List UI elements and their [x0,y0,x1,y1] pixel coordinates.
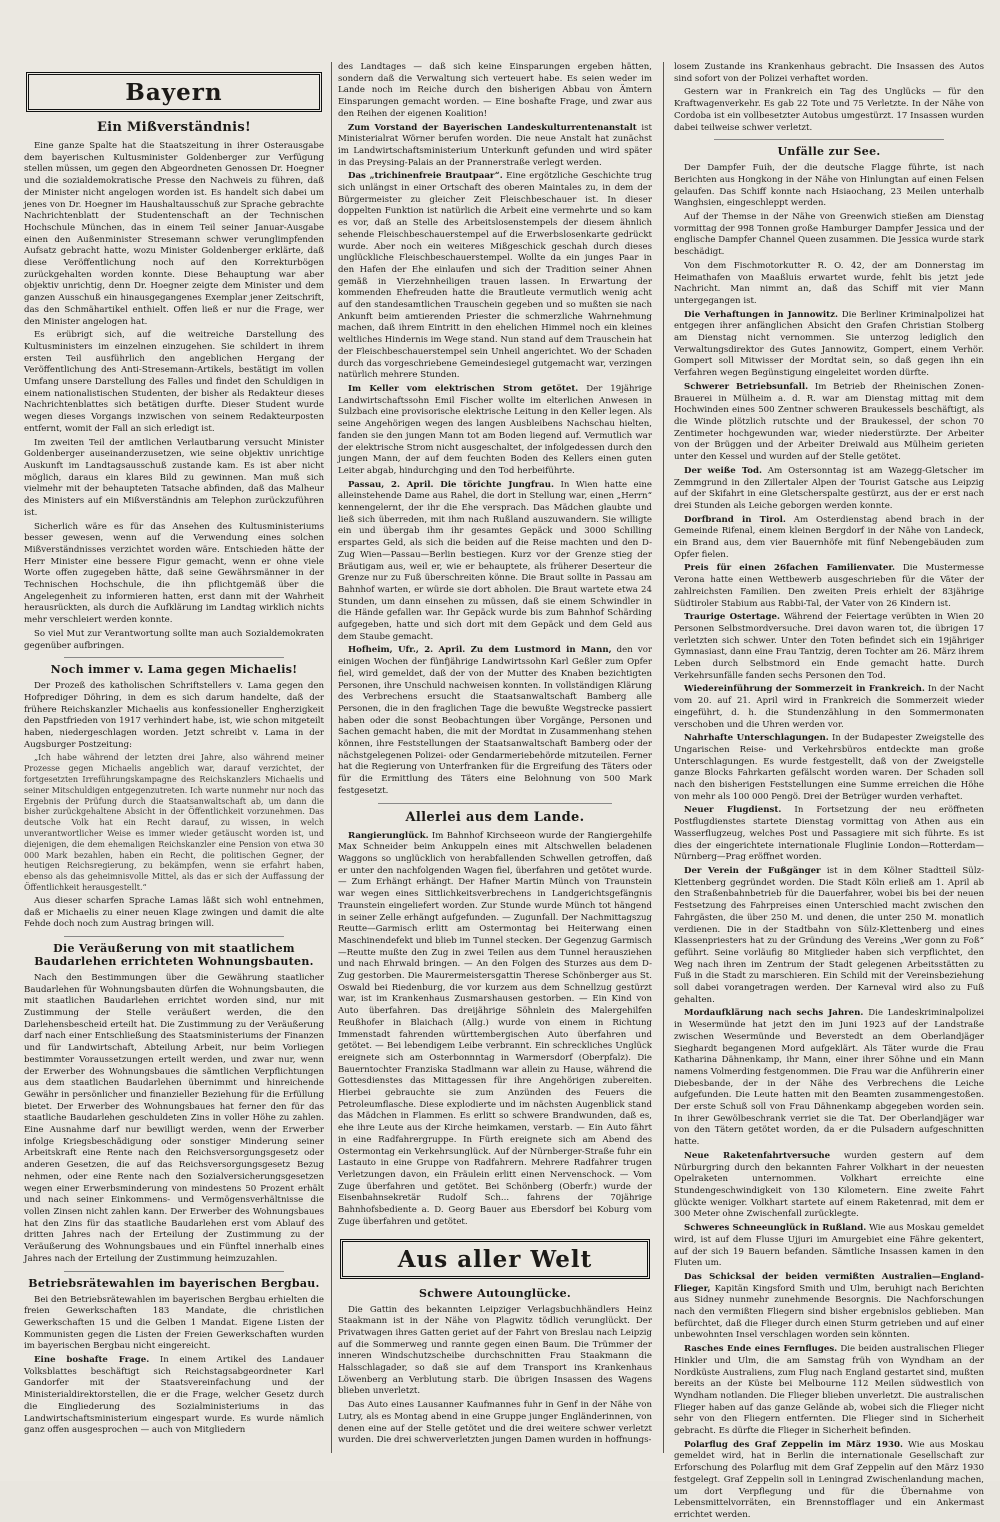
article-lead: Polarflug des Graf Zeppelin im März 1930. [684,1439,903,1450]
article-lead: Nahrhafte Unterschlagungen. [684,733,829,744]
article-text: Die Berliner Kriminalpolizei hat entgegen ihrer anfänglichen Absicht den Grafen Christian Stolberg am Dienstag nicht vernommen. Sie unterzog lediglich den Verwaltungsdirektor des Gutes Jannowitz, Gompert, einem Verhör. Gompert soll Mitwisser der Mordtat sein, so daß gegen ihn ein Verfahren wegen Begünstigung eingeleitet worden dürfte. [674,309,984,379]
article-headline: Noch immer v. Lama gegen Michaelis! [50,663,298,677]
article-headline: Die Veräußerung von mit staatlichem Baudarlehen errichteten Wohnungsbauten. [34,941,314,968]
article-paragraph [674,733,984,803]
article-text: Während der Feiertage verübten in Wien 20 Personen Selbstmordversuche. Drei davon waren tot, die übrigen 17 verletzten sich schwer. Unter den Toten befindet sich ein 19jähriger Gymnasiast, dann eine Frau Tantzig, deren Tochter am 26. März ihrem Leben durch Selbstmord ein Ende gemacht hatte. Durch Verkehrsunfälle fanden sechs Personen den Tod. [674,612,985,681]
article-paragraph: Das Auto eines Lausanner Kaufmannes fuhr in Genf in der Nähe von Lutry, als es Montag abend in eine Gruppe junger Engländerinnen, von denen eine auf der Stelle getötet und die drei weitere schwer verletzt wurden. Die drei schwerverletzten jungen Damen wurden in hoffnungs- [338,1400,652,1446]
article-lead: Rangierunglück. [348,830,429,841]
article-lead: Der weiße Tod. [684,465,762,476]
section-title: Aus aller Welt [397,1245,593,1273]
article-paragraph: Bei den Betriebsrätewahlen im bayerischen Bergbau erhielten die freien Gewerkschaften 183 Mandate, die christlichen Gewerkschaften 15 und die Gelben 1 Mandat. Eigene Listen der Kommunisten gegen die Listen der Freien Gewerkschaften wurden im bayerischen Bergbau nicht eingereicht. [24,1294,324,1352]
article-paragraph: losem Zustande ins Krankenhaus gebracht. Die Insassen des Autos sind sofort von der Polizei verhaftet worden. [674,62,984,84]
article-text: Eine ergötzliche Geschichte trug sich unlängst in einer Ortschaft des oberen Maintales zu, in dem der Bürgermeister zu gleicher Zeit Fleischbeschauer ist. In dieser doppelten Funktion ist natürlich die Arbeit eine vermehrte und so kam es vor, daß an Stelle des Arbeitslosenstempels der diesem ähnlich sehende Fleischbeschauerstempel auf die Erwerbslosenkarte gedrückt wurde. Aber noch ein weiteres Mißgeschick geschah durch dieses unglückliche Fleischbeschauerstempel. Wollte da ein junges Paar in den Hafen der Ehe einlaufen und sich der Tradition seiner Ahnen gemäß in Vierzehnheiligen trauen lassen. In Erwartung der kommenden Ehefreuden hatte die Brautleute vermutlich wenig acht auf den standesamtlichen Trauschein gegeben und so mußten sie nach Ankunft beim amtierenden Priester die schmerzliche Wahrnehmung machen, daß ihrem Eintritt in den ehelichen Himmel noch ein kleines weltliches Hindernis im Wege stand. Nun stand auf dem Trauschein hat der Fleischbeschauerstempel sein Unheil angerichtet. Wo der Schaden durch das vorgeschriebene Gemeindesiegel gutgemacht war, verzingen natürlich mehrere Stunden. [338,171,652,381]
article-quote: „Ich habe während der letzten drei Jahre, also während meiner Prozesse gegen Michaelis angeblich war, darauf verzichtet, der fortgesetzten Irreführungskampagne des Reichskanzlers Michaelis und seiner Mitschuldigen entgegenzutreten. Ich warte nunmehr nur noch das Ergebnis der Prüfung durch die Staatsanwaltschaft ab, um dann die bisher zurückgehaltene Absicht in der Öffentlichkeit vorzunehmen. Das deutsche Volk hat ein Recht darauf, zu wissen, in welch unverantwortlicher Weise es immer wieder getäuscht worden ist, und diejenigen, die dem ehemaligen Reichskanzler eine Pension von etwa 30 000 Mark bezahlen, haben ein Recht, die politischen Gegner, der heutigen Reichsregierung, zu bekämpfen, wenn sie erfahrt haben, ebenso als das geheimnisvolle Mittel, als das er sich der Auffassung der Öffentlichkeit herausgestellt.“ [24,753,324,893]
column-rule [331,62,332,1453]
divider [64,1271,284,1272]
article-headline: Betriebsrätewahlen im bayerischen Bergbau. [28,1276,320,1290]
article-lead: Rasches Ende eines Fernfluges. [684,1344,838,1355]
article-text: Im Betrieb der Rheinischen Zonen-Brauerei in Mülheim a. d. R. war am Dienstag mittag mit dem Hochwinden eines 500 Zentner schweren Braukessels beschäftigt, als die Winde plötzlich rutschte und der Braukessel, der schon 70 Zentimeter hochgewunden war, wieder niederstürzte. Der Arbeiter von der Brüggen und der Arbeiter Dreiwald aus Mülheim gerieten unter den Kessel und wurden auf der Stelle getötet. [674,381,984,463]
article-paragraph: des Landtages — daß sich keine Einsparungen ergeben hätten, sondern daß die Verwaltung sich verteuert habe. Es seien weder im Lande noch im Reiche durch den bisherigen Abbau von Ämtern Einsparungen gemacht worden. — Eine boshafte Frage, und zwar aus den Reihen der eigenen Koalition! [338,62,652,119]
article-text: Die Mustermesse Verona hatte einen Wettbewerb ausgeschrieben für die Väter der zahlreichsten Familien. Den zweiten Preis erhielt der 83jährige Südtiroler Stabium aus Rabbi-Tal, der Vater von 26 Kindern ist. [674,563,984,609]
article-paragraph [24,1355,324,1437]
article-text: Am Osterdienstag abend brach in der Gemeinde Rifenal, einem kleinen Bergdorf in der Nähe von Landeck, ein Brand aus, dem vier Bauernhöfe mit fünf Nebengebäuden zum Opfer fielen. [674,514,985,560]
article-text: ist in dem Kölner Stadtteil Sülz-Klettenberg gegründet worden. Die Stadt Köln erließ am 1. April ab den Straßenbahnbetrieb für die Dauerfahrer, wobei bis bei der neuen Festsetzung des Fahrpreises einen Unterschied macht zwischen den Fahrgästen, die über 250 M. und denen, die unter 250 M. monatlich verdienen. Die in der Stadtbahn von Sülz-Klettenberg und eines Klassenpriesters hat zu der Gründung des Vereins „Wer gonn zu Foß“ geführt. Seine vorläufig 80 Mitglieder haben sich verpflichtet, den Weg nach ihren im Zentrum der Stadt gelegenen Arbeitsstätten zu Fuß in die Stadt zu marschieren. Ein Schild mit der Vereinsbeziehung soll dabei vorangetragen werden. Der Karneval wird also zu Fuß gehalten. [674,866,985,1005]
article-lead: Neue Raketenfahrtversuche [684,1150,831,1161]
section-header-box [340,1239,650,1279]
article-text: In der Nacht vom 20. auf 21. April wird in Frankreich die Sommerzeit wieder eingeführt, d. h. die Stundenzählung in den Sommermonaten verschoben und die Uhren werden vor. [674,684,985,730]
divider [378,803,612,804]
article-paragraph: Nach den Bestimmungen über die Gewährung staatlicher Baudarlehen für Wohnungsbauten dürfen die Wohnungsbauten, die mit staatlichen Baudarlehen errichtet worden sind, nur mit Zustimmung der Stelle veräußert werden, die den Darlehensbescheid erteilt hat. Die Zustimmung zu der Veräußerung darf nach einer Entschließung des Staatsministeriums der Finanzen und für Landwirtschaft, Abteilung Arbeit, nur beim Vorliegen bestimmter Voraussetzungen erteilt werden, und zwar nur, wenn der Erwerber des Wohnungsbaues die sämtlichen Verpflichtungen aus dem staatlichen Baudarlehen übernimmt und hinreichende Gewähr in persönlicher und finanzieller Beziehung für die Erfüllung bietet. Der Erwerber des Wohnungsbaues hat ferner den für das staatliche Baudarlehen geschuldeten Zins in voller Höhe zu zahlen. Eine Ausnahme darf nur bewilligt werden, wenn der Erwerber infolge Kriegsbeschädigung oder sonstiger Minderung seiner Arbeitskraft eine Rente nach den Reichsversorgungsgesetz oder anderen Gesetzen, die auf das Reichsversorgungsgesetz Bezug nehmen, oder eine Rente nach den Sozialversicherungsgesetzen wegen einer Erwerbsminderung von mindestens 50 Prozent erhält und nach seiner Einkommens- und Vermögensverhältnisse die vollen Zinsen nicht zahlen kann. Der Erwerber des Wohnungsbaues hat den Zins für das staatliche Baudarlehen erst vom Ablauf des dritten Jahres nach der Erteilung der Zustimmung zu der Veräußerung des Wohnungsbaues und ein Fünftel innerhalb eines Jahres nach der Erteilung der Zustimmung heimzuzahlen. [24,972,324,1264]
article-paragraph [338,384,652,478]
article-text: Wie aus Moskau gemeldet wird, hat in Berlin die internationale Gesellschaft zur Erforschung des Polarflug mit dem Graf Zeppelin auf den März 1930 festgelegt. Graf Zeppelin soll in Leningrad Zwischenlandung machen, um dort Verpflegung und für die Übernahme von Lebensmittelvorräten, ein Brennstofflager und ein Ankermast errichtet werden. [674,1439,984,1520]
article-paragraph [674,1223,984,1270]
article-paragraph: So viel Mut zur Verantwortung sollte man auch Sozialdemokraten gegenüber aufbringen. [24,628,324,651]
article-paragraph: Es erübrigt sich, auf die weitreiche Darstellung des Kultusministers im einzelnen einzugehen. Sie schildert in ihrem ersten Teil ausführlich den angeblichen Hergang der Veröffentlichung des Anti-Stresemann-Artikels, bestätigt im vollen Umfang unsere Darstellung des Falles und findet den Schuldigen in einem nationalistischen Studenten, der bisher als Redakteur dieses Nachrichtenblattes sich betätigen durfte. Dieser Student wurde wegen dieses Vorgangs inzwischen von seinem Redakteurposten entfernt, womit der Fall an sich erledigt ist. [24,330,324,434]
article-text: Am Ostersonntag ist am Wazegg-Gletscher im Zemmgrund in den Zillertaler Alpen der Tourist Gatsche aus Leipzig auf der Skifahrt in eine Gletscherspalte gestürzt, aus der er erst nach drei Stunden als Leiche geborgen werden konnte. [674,465,985,511]
article-paragraph [674,310,984,380]
article-text: In Fortsetzung der neu eröffneten Postflugdienstes startete Dienstag vormittag von Athen aus ein Wasserflugzeug, welches Post und Passagiere mit sich führte. Es ist dies der eingerichtete internationale Fluglinie London—Rotterdam—Nürnberg—Prag eröffnet worden. [674,805,984,863]
article-paragraph [338,480,652,644]
divider [714,139,944,140]
article-text: Kapitän Kingsford Smith und Ulm, beruhigt nach Berichten aus Sidney nunmehr zunehmende Besorgnis. Die Nachforschungen nach den vermißten Fliegern sind bisher ergebnislos geblieben. Man befürchtet, daß die Flieger durch einen Sturm getrieben und auf einer unbewohnten Insel verschlagen worden sein könnten. [674,1283,984,1341]
article-text: In der Budapester Zweigstelle des Ungarischen Reise- und Verkehrsbüros entdeckte man große Unterschlagungen. Es wurde festgestellt, daß von der Zweigstelle ganze Blocks Fahrkarten gefälscht worden waren. Der Schaden soll nach den bisherigen Feststellungen eine Summe erreichen die Höhe von mehr als 100 000 Pengö. Drei der Betrüger wurden verhaftet. [674,733,984,802]
article-text: Wie aus Moskau gemeldet wird, ist auf dem Flusse Ujjuri im Amurgebiet eine Fähre gekentert, auf der sich 19 Bauern befanden. Sämtliche Insassen kamen in den Fluten um. [674,1223,985,1269]
article-paragraph: Gestern war in Frankreich ein Tag des Unglücks — für den Kraftwagenverkehr. Es gab 22 Tote und 75 Verletzte. In der Nähe von Cordoba ist ein vollbesetzter Autobus umgestürzt. 17 Insassen wurden dabei teilweise schwer verletzt. [674,87,984,133]
article-paragraph: Auf der Themse in der Nähe von Greenwich stießen am Dienstag vormittag der 998 Tonnen große Hamburger Dampfer Jessica und der englische Dampfer Channel Queen zusammen. Die Jessica wurde stark beschädigt. [674,212,984,258]
column-middle [338,62,652,1453]
article-lead: Die Verhaftungen in Jannowitz. [684,309,838,320]
column-rule [663,62,664,1453]
article-lead: Zum Vorstand der Bayerischen Landeskulturrentenanstalt [348,122,637,133]
article-paragraph: Die Gattin des bekannten Leipziger Verlagsbuchhändlers Heinz Staakmann ist in der Nähe von Plagwitz tödlich verunglückt. Der Privatwagen ihres Gatten geriet auf der Fahrt von Breslau nach Leipzig auf die Sommerweg und rannte gegen einen Baum. Die Trümmer der inneren Windschutzscheibe durchschnitten Frau Staakmann die Halsschlagader, so daß sie auf dem Transport ins Krankenhaus Löwenberg an Verblutung starb. Die übrigen Insassen des Wagens blieben unverletzt. [338,1304,652,1397]
article-paragraph [674,1272,984,1342]
article-headline: Schwere Autounglücke. [419,1286,571,1300]
column-left [24,62,324,1453]
article-lead: Schweres Schneeunglück in Rußland. [684,1223,867,1234]
article-text: Die Landeskriminalpolizei in Wesermünde hat jetzt den im Juni 1923 auf der Landstraße zwischen Wesermünde und Beverstedt an dem Oberlandjäger Sieghardt begangenen Mord aufgeklärt. Als Täter wurde die Frau Katharina Dähnenkamp, ihr Mann, einer ihrer Söhne und ein Mann namens Volmerding festgenommen. Die Frau war die Anführerin einer Diebesbande, der in der Nähe des Verbrechens die Leiche aufgefunden. Die Leute hatten mit den Beamten zusammengestoßen. Der erste Schuß soll von Frau Dähnenkamp abgegeben worden sein. In ihrer Gewölbeschrank verriet sie die Tat. Der Oberlandjäger war von den Tätern getötet worden, da er die Pulsadern aufgeschnitten hatte. [674,1008,984,1148]
article-paragraph: Der Dampfer Fuih, der die deutsche Flagge führte, ist nach Berichten aus Hongkong in der Nähe von Hinlungtan auf einen Felsen gelaufen. Das Schiff konnte nach Hsiaochang, 23 Meilen unterhalb Wanghsien, eingeschleppt werden. [674,163,984,209]
article-lead: Der Verein der Fußgänger [684,866,821,876]
article-paragraph: Von dem Fischmotorkutter R. O. 42, der am Donnerstag im Heimathafen von Maaßluis erwartet wurde, fehlt bis jetzt jede Nachricht. Man nimmt an, daß das Schiff mit vier Mann untergegangen ist. [674,260,984,306]
section-header-box [26,72,322,112]
article-paragraph [674,563,984,610]
article-lead: Mordaufklärung nach sechs Jahren. [684,1008,864,1019]
article-paragraph [674,1440,984,1522]
article-paragraph: Im zweiten Teil der amtlichen Verlautbarung versucht Minister Goldenberger auseinanderzusetzen, wie seine objektiv unrichtige Auskunft im Landtagsausschuß zustande kam. Es ist aber nicht möglich, daraus ein klares Bild zu gewinnen. Man muß sich vielmehr mit der behaupteten Tatsache abfinden, daß das Malheur des Ministers auf ein Mißverständnis am Telephon zurückzuführen ist. [24,437,324,518]
article-paragraph [674,866,984,1006]
article-lead: Das „trichinenfreie Brautpaar“. [348,171,503,182]
article-paragraph [338,171,652,382]
article-paragraph [674,1344,984,1438]
article-lead: Traurige Ostertage. [684,612,780,623]
article-text: In einem Artikel des Landauer Volksblattes beschäftigt sich Reichstagsabgeordneter Karl Gandorfer mit der Staatsvereinfachung und der Ministerialdirektorstellen, die er die Frage, welcher Gesetz durch die Eingliederung des Sozialministeriums in das Landwirtschaftsministerium eingespart wurde. Es wurde nämlich ganz offen ausgesprochen — auch von Mitgliedern [24,1355,325,1436]
article-lead: Passau, 2. April. Die törichte Jungfrau. [348,479,554,490]
section-subheadline: Allerlei aus dem Lande. [405,809,585,825]
article-paragraph: Sicherlich wäre es für das Ansehen des Kultusministeriums besser gewesen, wenn auf die Verwendung eines solchen Mißverständnisses verzichtet worden wäre. Entschieden hätte der Herr Minister eine bessere Figur gemacht, wenn er ohne viele Worte offen zugegeben hätte, daß seine Gewährsmänner in der Technischen Hochschule, die ihn pflichtgemäß über die Angelegenheit zu informieren hatten, erst dann mit der Wahrheit herausrückten, als durch die Aufklärung im Landtag wirklich nichts mehr verschleiert werden konnte. [24,521,324,626]
article-lead: Dorfbrand in Tirol. [684,514,786,525]
article-paragraph [674,1008,984,1148]
article-text: ist Ministerialrat Wörner berufen worden. Die neue Anstalt hat zunächst im Landwirtschaftsministerium Unterkunft gefunden und wird später in das Preysing-Palais an der Prannerstraße verlegt werden. [338,122,653,168]
article-paragraph [674,805,984,864]
article-lead: Schwerer Betriebsunfall. [684,381,809,392]
article-lead: Eine boshafte Frage. [34,1355,150,1366]
article-lead: Wiedereinführung der Sommerzeit in Frankreich. [684,684,925,695]
article-paragraph: Eine ganze Spalte hat die Staatszeitung in ihrer Osterausgabe dem bayerischen Kultusminister Goldenberger zur Verfügung stellen müssen, um gegen den Abgeordneten Genossen Dr. Hoegner und die sozialdemokratische Presse den Nachweis zu führen, daß der Minister nicht angelogen worden ist. Es handelt sich dabei um jenes von Dr. Hoegner im Haushaltausschuß zur Sprache gebrachte Nachrichtenblatt der Studentenschaft an der Technischen Hochschule München, das in einem Teil seiner Januar-Ausgabe einen den Außenminister Stresemann schwer verunglimpfenden Aufsatz gebracht hatte, wozu Minister Goldenberger erklärte, daß diese Veröffentlichung noch auf den Korrekturbögen zurückgehalten worden konnte. Diese Behauptung war aber objektiv unrichtig, denn Dr. Hoegner zeigte dem Minister und dem ganzen Ausschuß ein hinausgegangenes Exemplar jener Zeitschrift, das den Schmähartikel enthielt. Offen ließ er nur die Frage, wer den Minister angelogen hat. [24,141,324,327]
article-paragraph: Aus dieser scharfen Sprache Lamas läßt sich wohl entnehmen, daß er Michaelis zu einer neuen Klage zwingen und damit die alte Fehde doch noch zum Austrag bringen will. [24,895,324,930]
article-lead: Preis für einen 26fachen Familienvater. [684,563,896,574]
article-lead: Hofheim, Ufr., 2. April. Zu dem Lustmord in Mann, [348,645,612,656]
article-lead: Neuer Flugdienst. [684,805,782,816]
article-paragraph [338,831,652,1229]
article-paragraph [338,645,652,797]
column-right [674,62,985,1520]
article-paragraph: Der Prozeß des katholischen Schriftstellers v. Lama gegen den Hofprediger Döhring, in dem es sich darum handelte, daß der frühere Reichskanzler Michaelis aus konfessioneller Engherzigkeit den Papstfrieden von 1917 verhindert habe, ist, wie schon mitgeteilt haben, niedergeschlagen worden. Jetzt schreibt v. Lama in der Augsburger Postzeitung: [24,681,324,750]
article-text: wurden gestern auf dem Nürburgring durch den bekannten Fahrer Volkhart in der neuesten Opelraketen unternommen. Volkhart erreichte eine Stundengeschwindigkeit von 130 Kilometern. Eine zweite Fahrt glückte weniger. Volkhart startete auf einem Raketenrad, mit dem er 300 Meter ohne Zwischenfall zurücklegte. [674,1150,985,1220]
article-headline: Unfälle zur See. [777,145,881,159]
article-lead: Das Schicksal der beiden vermißten Australien—England-Flieger, [674,1271,984,1294]
section-title: Bayern [125,79,223,106]
article-paragraph [674,515,984,562]
article-paragraph [674,382,984,464]
article-paragraph [674,1151,984,1221]
article-paragraph [674,466,984,513]
article-paragraph [338,123,652,170]
divider [64,936,284,937]
article-text: den vor einigen Wochen der fünfjährige Landwirtssohn Karl Geßler zum Opfer fiel, wird gemeldet, daß der von der Mutter des Knaben bezichtigten Personen, ihre Unschuld nachweisen konnten. In vollständigen Klärung des Verbrechens ersucht die Staatsanwaltschaft Bamberg alle Personen, die in den fraglichen Tage die bewußte Wegstrecke passiert haben oder die sonst Beobachtungen über Vorgänge, Personen und Sachen gemacht haben, die mit der Mordtat in Zusammenhang stehen können, ihre Feststellungen der Staatsanwaltschaft Bamberg oder der nächstgelegenen Polizei- oder Gendarmeriebehörde mitzuteilen. Ferner hat die Regierung von Unterfranken für die Ergreifung des Täters oder für die Ermittlung des Täters eine Belohnung von 500 Mark festgesetzt. [338,645,653,796]
divider [64,657,284,658]
article-paragraph [674,612,984,682]
article-lead: Im Keller vom elektrischen Strom getötet. [348,383,579,394]
article-headline: Ein Mißverständnis! [96,120,252,135]
article-text: In Wien hatte eine alleinstehende Dame aus Rahel, die dort in Stellung war, einen „Herrn“ kennengelernt, der ihr die Ehe versprach. Das Mädchen glaubte und ließ sich überreden, mit ihm nach Rußland auszuwandern. Sie willigte ein und übergab ihm ihr gesamtes Gepäck und 3000 Schilling erspartes Geld, als sich die beiden auf die Reise machten und den D-Zug Wien—Passau—Berlin bestiegen. Kurz vor der Grenze stieg der Bräutigam aus, weil er, wie er behauptete, als früherer Deserteur die Grenze nur zu Fuß überschreiten könne. Die Braut sollte in Passau am Bahnhof warten, er würde sie dort abholen. Die Braut wartete etwa 24 Stunden, um dann einsehen zu müssen, daß sie einem Schwindler in die Hände gefallen war. Ihr Gepäck wurde bis zum Bahnhof Schärding aufgegeben, hatte und sich dort mit dem Gepäck und dem Geld aus dem Staube gemacht. [338,479,653,642]
article-text: Die beiden australischen Flieger Hinkler und Ulm, die am Samstag früh von Wyndham an der Nordküste Australiens, zum Flug nach England gestartet sind, mußten bereits an der Küste bei Melbourne 112 Meilen südwestlich von Wyndham notlanden. Die Flieger blieben unverletzt. Die australischen Flieger haben auf das ganze Gelände ab, wobei sich die Flieger nicht sehr von den Fliegern entfernten. Die Flieger sind in Sicherheit gebracht. Es dürfte die Flieger in Sicherheit befinden. [674,1344,985,1437]
article-paragraph [674,684,984,731]
article-text: Im Bahnhof Kirchseeon wurde der Rangiergehilfe Max Schneider beim Ankuppeln eines mit Altschwellen beladenen Waggons so unglücklich von herabfallenden Schwellen getroffen, daß er unter den nachfolgenden Wagen fiel, überfahren und getötet wurde. — Zum Erhängt erhängt. Der Hafner Martin Münch von Traunstein war wegen eines Sittlichkeitsverbrechens in Landgerichtsgefängnis Traunstein eingeliefert worden. Zur Stunde wurde Münch tot hängend in seiner Zelle erhängt aufgefunden. — Zugunfall. Der Nachmittagszug Reutte—Garmisch erlitt am Ostermontag bei Heiterwang einen Maschinendefekt und blieb im Tunnel stecken. Der Gegenzug Garmisch—Reutte mußte den Zug in zwei Teilen aus dem Tunnel herausziehen und nach Ehrwald bringen. — An den Folgen des Sturzes aus dem D-Zug gestorben. Die Maurermeistersgattin Therese Schönberger aus St. Oswald bei Riedenburg, die vor kurzem aus dem Schnellzug gestürzt war, ist im Krankenhaus Zusmarshausen gestorben. — Ein Kind von Auto überfahren. Das dreijährige Söhnlein des Malergehilfen Reußhofer in Blaichach (Allg.) wurde von einem in Richtung Immenstadt fahrenden württembergischen Auto überfahren und getötet. — Bei lebendigem Leibe verbrannt. Ein schreckliches Unglück ereignete sich am Osterbonnntag in Warmersdorf (Oberpfalz). Die Bauerntochter Franziska Stadlmann war allein zu Hause, während die Gottesdienstes das Mittagessen für ihre Angehörigen zubereiten. Hierbei gebrauchte sie zum Anzünden des Feuers die Petroleumflasche. Diese explodierte und im nächsten Augenblick stand das Mädchen in Flammen. Es erlitt so schwere Brandwunden, daß es, ehe ihre Leute aus der Kirche heimkamen, verstarb. — Ein Auto fährt in eine Radfahrergruppe. In Fürth ereignete sich am Abend des Ostermontag ein Verkehrsunglück. Auf der Nürnberger-Straße fuhr ein Lastauto in eine Gruppe von Radfahrern. Mehrere Radfahrer trugen Verletzungen davon, ein Fräulein erlitt einen Nervenschock. — Vom Zuge überfahren und getötet. Bei Schönberg (Oberfr.) wurde der Eisenbahnsekretär Rudolf Sch... fahrens der 70jährige Bahnhofsbediente a. D. Georg Bauer aus Ebersdorf bei Koburg vom Zuge überfahren und getötet. [338,830,652,1227]
article-text: Der 19jährige Landwirtschaftssohn Emil Fischer wollte im elterlichen Anwesen in Sulzbach eine provisorische elektrische Leitung in den Keller legen. Als seine Angehörigen wegen des langen Ausbleibens Nachschau hielten, fanden sie den jungen Mann tot am Boden liegend auf. Vermutlich war der elektrische Strom nicht ausgeschaltet, der infolgedessen durch den jungen Mann, der auf dem feuchten Boden des Kellers einen guten Leiter abgab, hindurchging und den Tod herbeiführte. [338,383,652,476]
